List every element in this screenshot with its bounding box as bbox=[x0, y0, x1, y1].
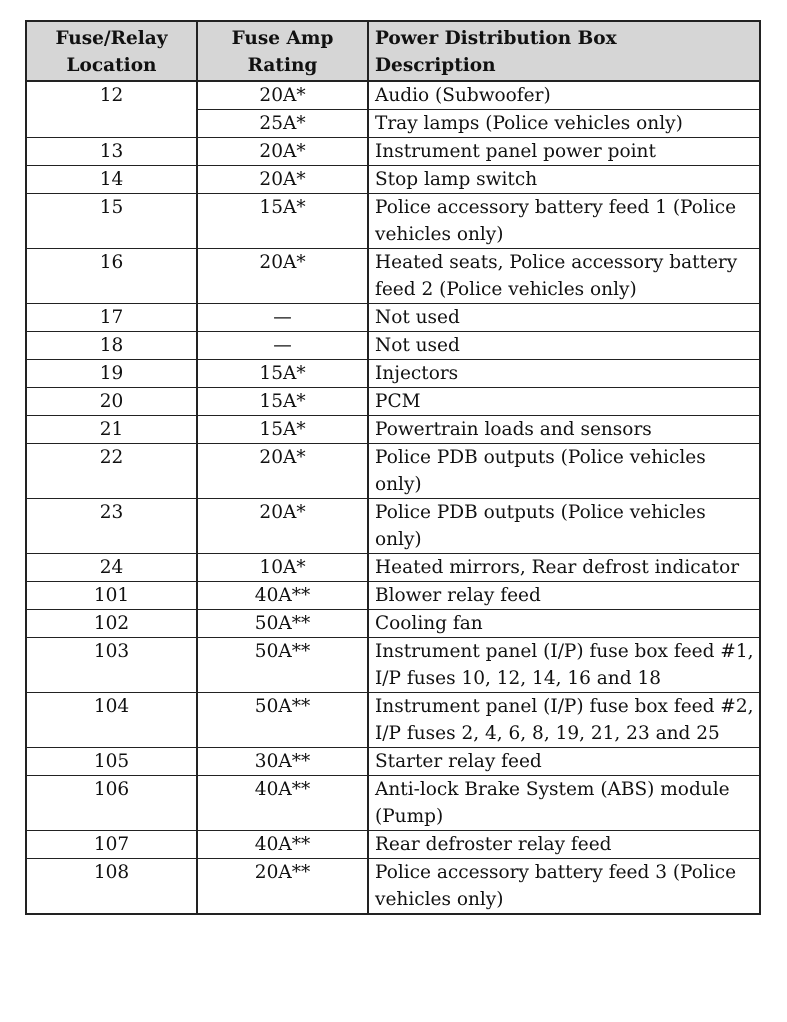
table-row bbox=[26, 554, 760, 582]
cell-rating: 20A* bbox=[197, 81, 368, 110]
cell-description: Starter relay feed bbox=[368, 748, 760, 776]
cell-description: Cooling fan bbox=[368, 610, 760, 638]
cell-rating: 15A* bbox=[197, 388, 368, 416]
table-row bbox=[26, 499, 760, 554]
table-row bbox=[26, 610, 760, 638]
cell-rating: 10A* bbox=[197, 554, 368, 582]
cell-rating: 20A* bbox=[197, 249, 368, 304]
cell-rating: 50A** bbox=[197, 610, 368, 638]
cell-rating: 20A* bbox=[197, 166, 368, 194]
cell-location: 104 bbox=[26, 693, 197, 748]
cell-description: Rear defroster relay feed bbox=[368, 831, 760, 859]
cell-description: Police accessory battery feed 1 (Police vehicles only) bbox=[368, 194, 760, 249]
cell-rating: 20A* bbox=[197, 444, 368, 499]
cell-location: 108 bbox=[26, 859, 197, 915]
cell-rating: 15A* bbox=[197, 194, 368, 249]
cell-location: 15 bbox=[26, 194, 197, 249]
cell-rating: 50A** bbox=[197, 638, 368, 693]
cell-rating: 15A* bbox=[197, 416, 368, 444]
table-row bbox=[26, 138, 760, 166]
cell-rating: 15A* bbox=[197, 360, 368, 388]
cell-location: 18 bbox=[26, 332, 197, 360]
cell-description: Police PDB outputs (Police vehicles only) bbox=[368, 444, 760, 499]
table-row bbox=[26, 582, 760, 610]
table-row bbox=[26, 693, 760, 748]
cell-description: Tray lamps (Police vehicles only) bbox=[368, 110, 760, 138]
cell-rating: 20A* bbox=[197, 499, 368, 554]
table-row bbox=[26, 304, 760, 332]
table-row bbox=[26, 859, 760, 915]
table-row bbox=[26, 81, 760, 110]
cell-description: Heated seats, Police accessory battery feed 2 (Police vehicles only) bbox=[368, 249, 760, 304]
header-rating: Fuse Amp Rating bbox=[197, 21, 368, 81]
cell-rating: 40A** bbox=[197, 582, 368, 610]
table-header bbox=[26, 21, 760, 81]
table-row bbox=[26, 776, 760, 831]
cell-rating: 25A* bbox=[197, 110, 368, 138]
cell-description: Not used bbox=[368, 304, 760, 332]
table-row bbox=[26, 332, 760, 360]
cell-description: Powertrain loads and sensors bbox=[368, 416, 760, 444]
cell-location: 12 bbox=[26, 81, 197, 138]
table-row bbox=[26, 249, 760, 304]
cell-location: 13 bbox=[26, 138, 197, 166]
table-row bbox=[26, 638, 760, 693]
cell-description: Stop lamp switch bbox=[368, 166, 760, 194]
header-row bbox=[26, 21, 760, 81]
table-row bbox=[26, 360, 760, 388]
table-row bbox=[26, 416, 760, 444]
cell-description: Audio (Subwoofer) bbox=[368, 81, 760, 110]
cell-rating: 20A* bbox=[197, 138, 368, 166]
cell-description: Blower relay feed bbox=[368, 582, 760, 610]
fuse-table bbox=[25, 20, 761, 915]
cell-rating: 40A** bbox=[197, 831, 368, 859]
cell-location: 101 bbox=[26, 582, 197, 610]
table-row bbox=[26, 831, 760, 859]
cell-rating: 30A** bbox=[197, 748, 368, 776]
cell-description: Anti-lock Brake System (ABS) module (Pump) bbox=[368, 776, 760, 831]
cell-location: 16 bbox=[26, 249, 197, 304]
cell-location: 17 bbox=[26, 304, 197, 332]
table-row bbox=[26, 166, 760, 194]
table-row bbox=[26, 194, 760, 249]
cell-description: Not used bbox=[368, 332, 760, 360]
header-location: Fuse/Relay Location bbox=[26, 21, 197, 81]
cell-description: Instrument panel (I/P) fuse box feed #1, I/P fuses 10, 12, 14, 16 and 18 bbox=[368, 638, 760, 693]
cell-rating: — bbox=[197, 332, 368, 360]
cell-description: Instrument panel (I/P) fuse box feed #2, I/P fuses 2, 4, 6, 8, 19, 21, 23 and 25 bbox=[368, 693, 760, 748]
cell-location: 107 bbox=[26, 831, 197, 859]
cell-location: 19 bbox=[26, 360, 197, 388]
table-row bbox=[26, 748, 760, 776]
table-row bbox=[26, 444, 760, 499]
cell-rating: 20A** bbox=[197, 859, 368, 915]
cell-location: 24 bbox=[26, 554, 197, 582]
cell-location: 102 bbox=[26, 610, 197, 638]
cell-description: Heated mirrors, Rear defrost indicator bbox=[368, 554, 760, 582]
cell-location: 23 bbox=[26, 499, 197, 554]
cell-description: PCM bbox=[368, 388, 760, 416]
cell-description: Instrument panel power point bbox=[368, 138, 760, 166]
cell-location: 106 bbox=[26, 776, 197, 831]
cell-location: 22 bbox=[26, 444, 197, 499]
table-row bbox=[26, 388, 760, 416]
cell-description: Police PDB outputs (Police vehicles only) bbox=[368, 499, 760, 554]
cell-rating: — bbox=[197, 304, 368, 332]
cell-location: 21 bbox=[26, 416, 197, 444]
cell-description: Injectors bbox=[368, 360, 760, 388]
cell-location: 20 bbox=[26, 388, 197, 416]
cell-location: 14 bbox=[26, 166, 197, 194]
cell-description: Police accessory battery feed 3 (Police vehicles only) bbox=[368, 859, 760, 915]
header-description: Power Distribution Box Description bbox=[368, 21, 760, 81]
cell-rating: 40A** bbox=[197, 776, 368, 831]
cell-location: 103 bbox=[26, 638, 197, 693]
cell-location: 105 bbox=[26, 748, 197, 776]
table-body bbox=[26, 81, 760, 914]
cell-rating: 50A** bbox=[197, 693, 368, 748]
